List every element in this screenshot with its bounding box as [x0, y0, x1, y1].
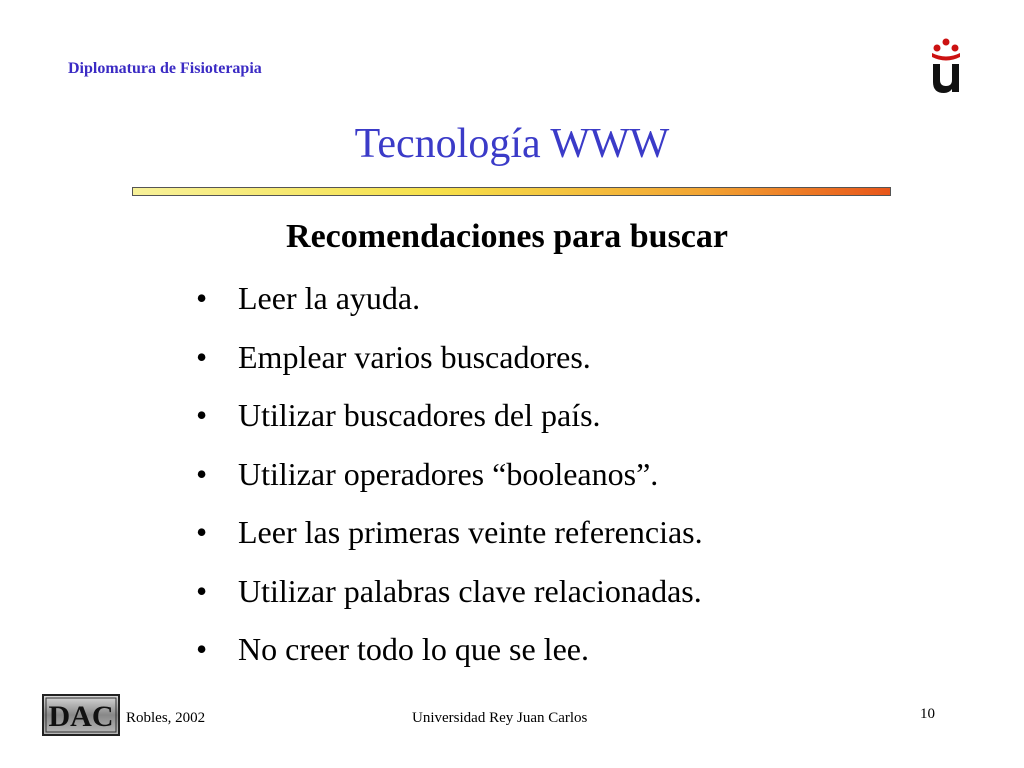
bullet-text: Utilizar buscadores del país.	[238, 397, 601, 433]
bullet-text: No creer todo lo que se lee.	[238, 631, 589, 667]
bullet-list	[196, 280, 703, 690]
bullet-icon: •	[196, 572, 208, 609]
bullet-icon: •	[196, 338, 208, 375]
dac-logo-icon	[42, 694, 120, 736]
slide-title: Tecnología WWW	[354, 121, 670, 167]
bullet-item	[196, 339, 703, 398]
university-logo-icon	[928, 36, 964, 96]
page-number: 10	[920, 706, 935, 722]
slide-subtitle: Recomendaciones para buscar	[286, 218, 728, 255]
bullet-text: Emplear varios buscadores.	[238, 338, 591, 375]
bullet-icon: •	[196, 455, 208, 492]
bullet-text: Leer la ayuda.	[238, 280, 421, 316]
title-divider	[132, 187, 891, 196]
footer-institution: Universidad Rey Juan Carlos	[412, 710, 588, 726]
course-name: Diplomatura de Fisioterapia	[68, 60, 262, 77]
dac-logo-text: DAC	[48, 700, 114, 733]
bullet-icon: •	[196, 631, 208, 667]
bullet-icon: •	[196, 514, 208, 550]
bullet-text: Utilizar palabras clave relacionadas.	[238, 572, 702, 609]
footer-author: Robles, 2002	[126, 710, 206, 726]
bullet-item	[196, 280, 703, 339]
bullet-item	[196, 514, 703, 573]
bullet-icon: •	[196, 397, 208, 433]
bullet-text: Utilizar operadores “booleanos”.	[238, 455, 659, 492]
bullet-text: Leer las primeras veinte referencias.	[238, 514, 703, 550]
bullet-item	[196, 397, 703, 456]
bullet-item	[196, 456, 703, 515]
bullet-item	[196, 573, 703, 632]
bullet-icon: •	[196, 280, 208, 316]
bullet-item	[196, 631, 703, 690]
